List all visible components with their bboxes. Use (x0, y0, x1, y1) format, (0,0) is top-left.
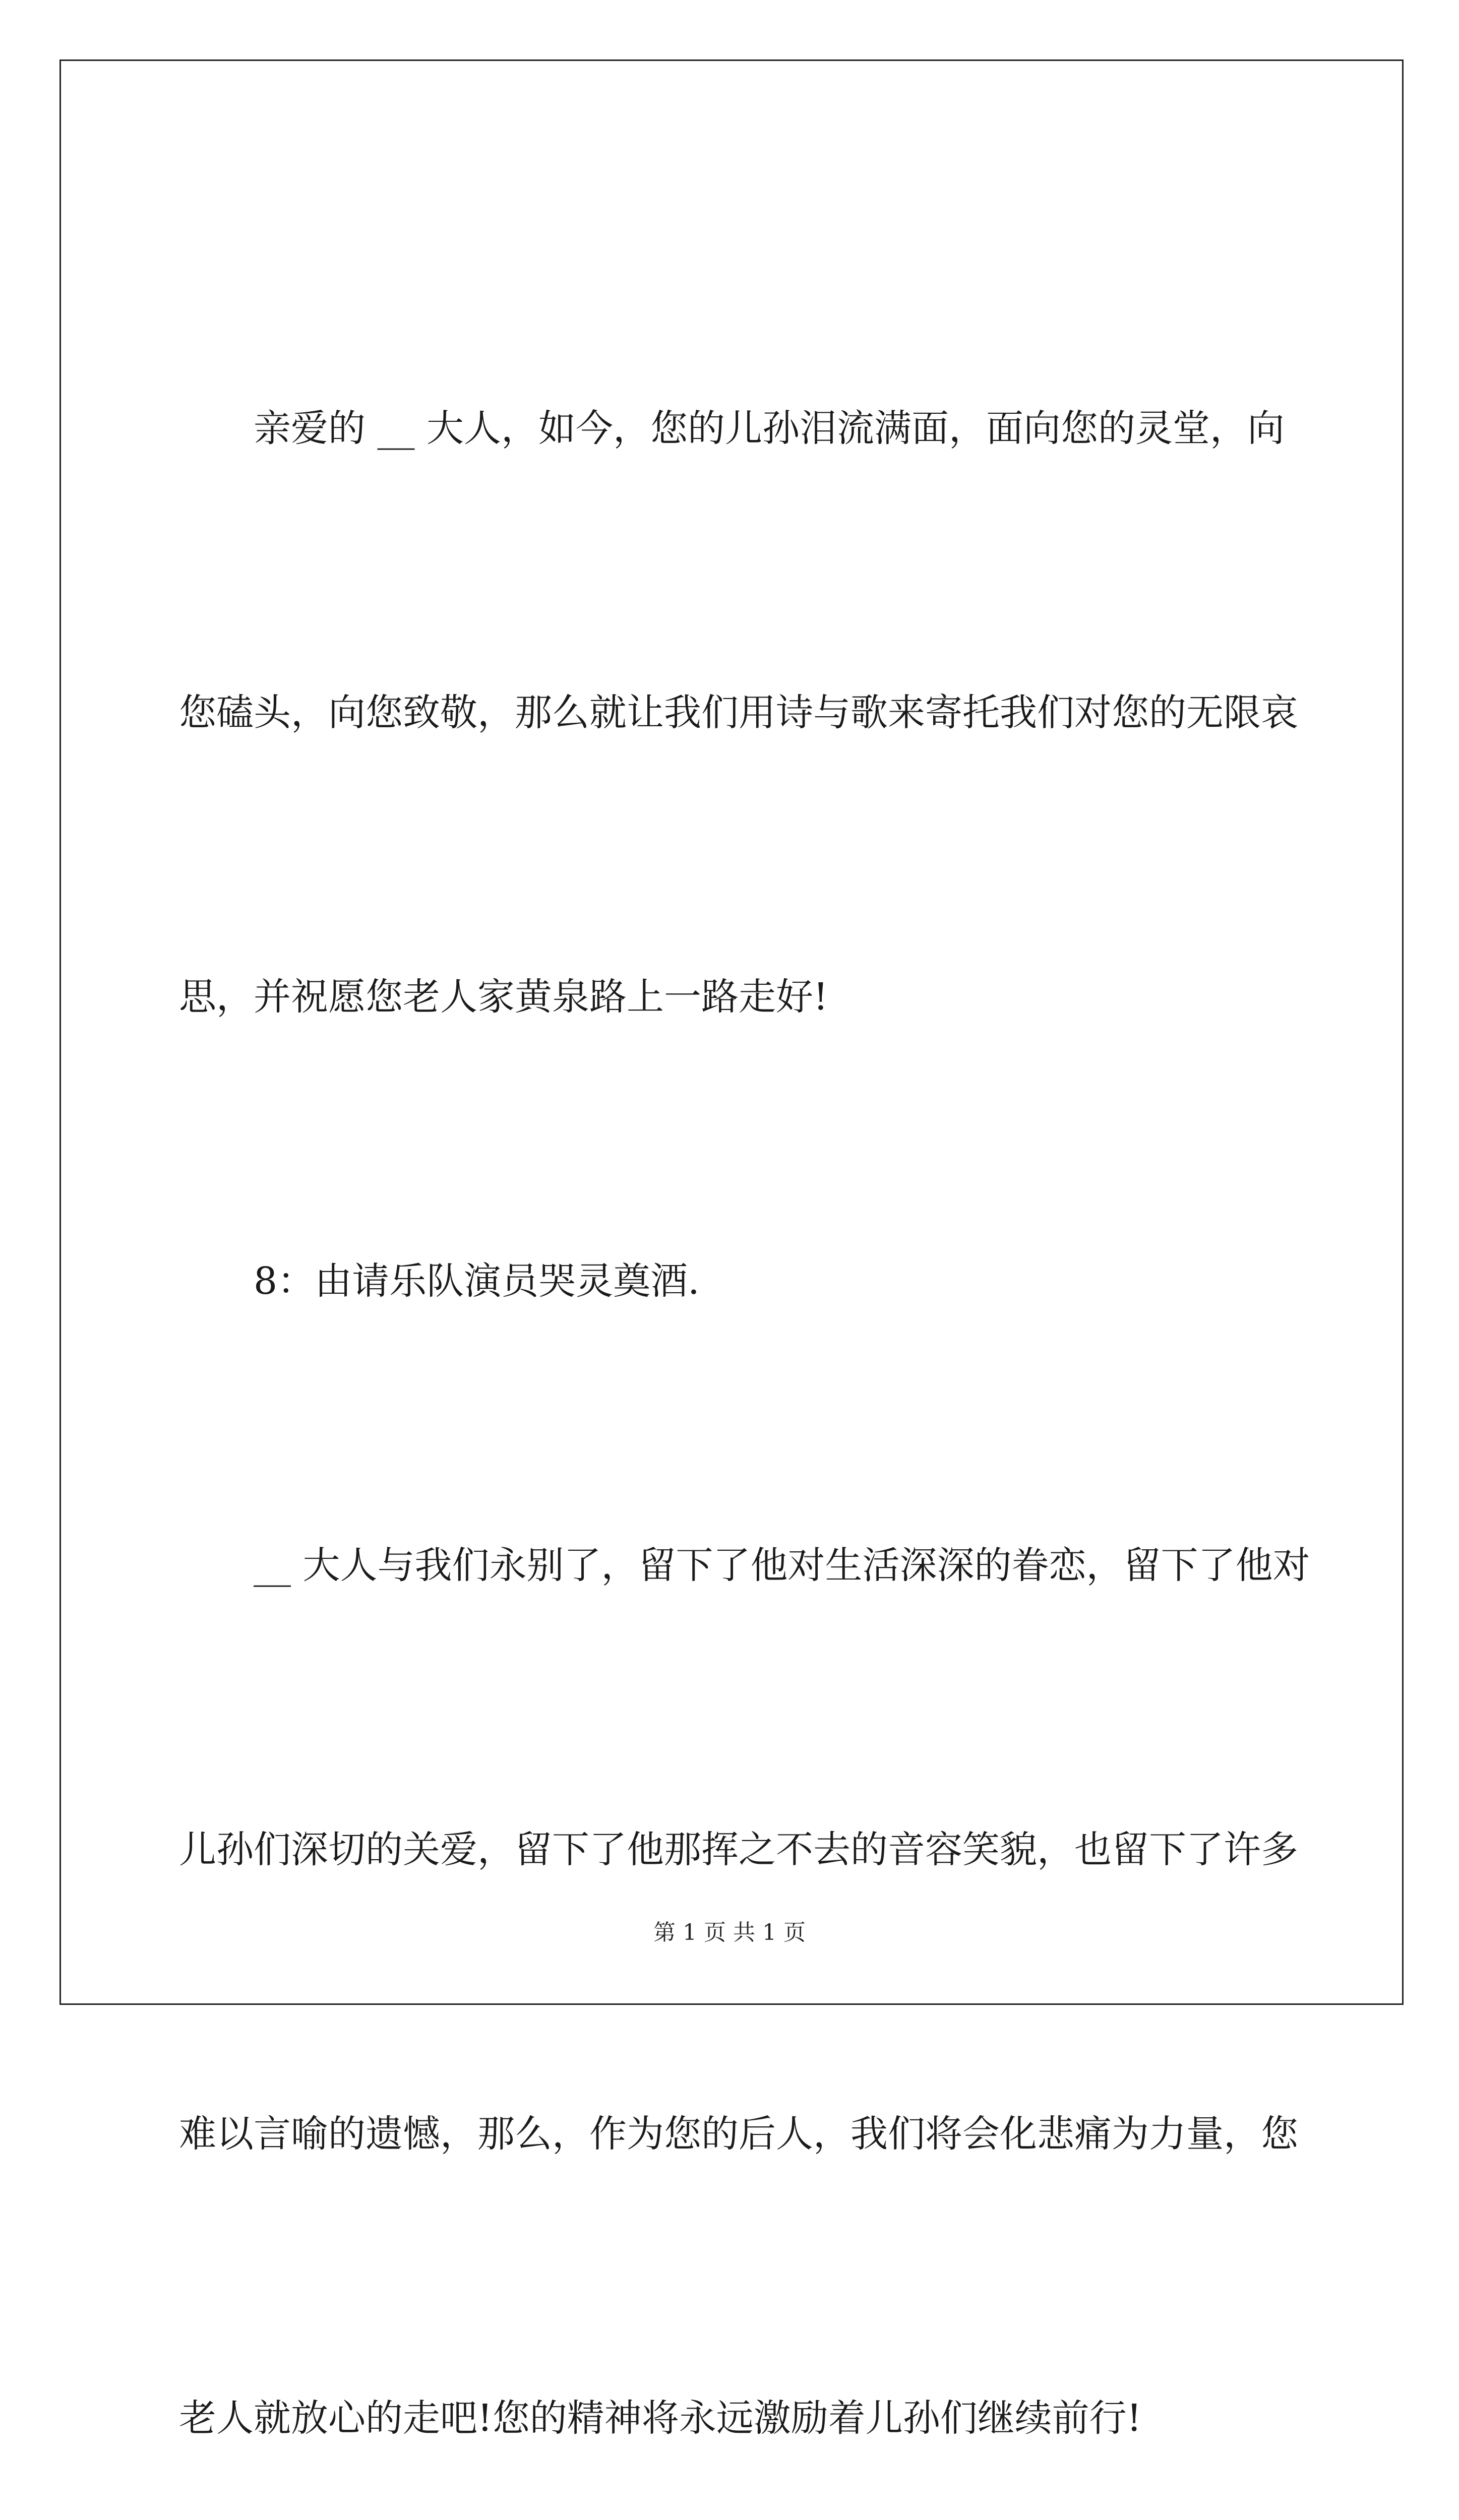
text-line: 您磕头，向您致敬，那么就让我们用诗与歌来寄托我们对您的无限哀 (179, 691, 1298, 734)
page-number: 第 1 页 共 1 页 (653, 1920, 806, 1945)
text-lines (179, 192, 1310, 2520)
text-line: 亲爱的 __ 大人，如今，您的儿孙泪流满面，面向您的灵堂，向 (254, 407, 1285, 450)
document-body (179, 192, 1310, 2520)
text-line: 老人就放心的走吧!您的精神将永远激励着儿孙们继续前行! (179, 2397, 1142, 2440)
text-line: __ 大人与我们永别了，留下了他对生活深深的眷恋，留下了他对 (254, 1544, 1310, 1587)
text-line: 思，并祝愿您老人家黄泉路上一路走好! (179, 975, 828, 1019)
text-line: 难以言喻的遗憾，那么，作为您的后人，我们将会化悲痛为力量，您 (179, 2112, 1298, 2156)
text-line: 儿孙们深切的关爱，留下了他那挥之不去的音容笑貌，也留下了许多 (179, 1828, 1298, 1871)
text-line: 8：由请乐队演员哭灵奠酒. (254, 1259, 700, 1303)
page-footer (0, 1914, 1459, 1946)
